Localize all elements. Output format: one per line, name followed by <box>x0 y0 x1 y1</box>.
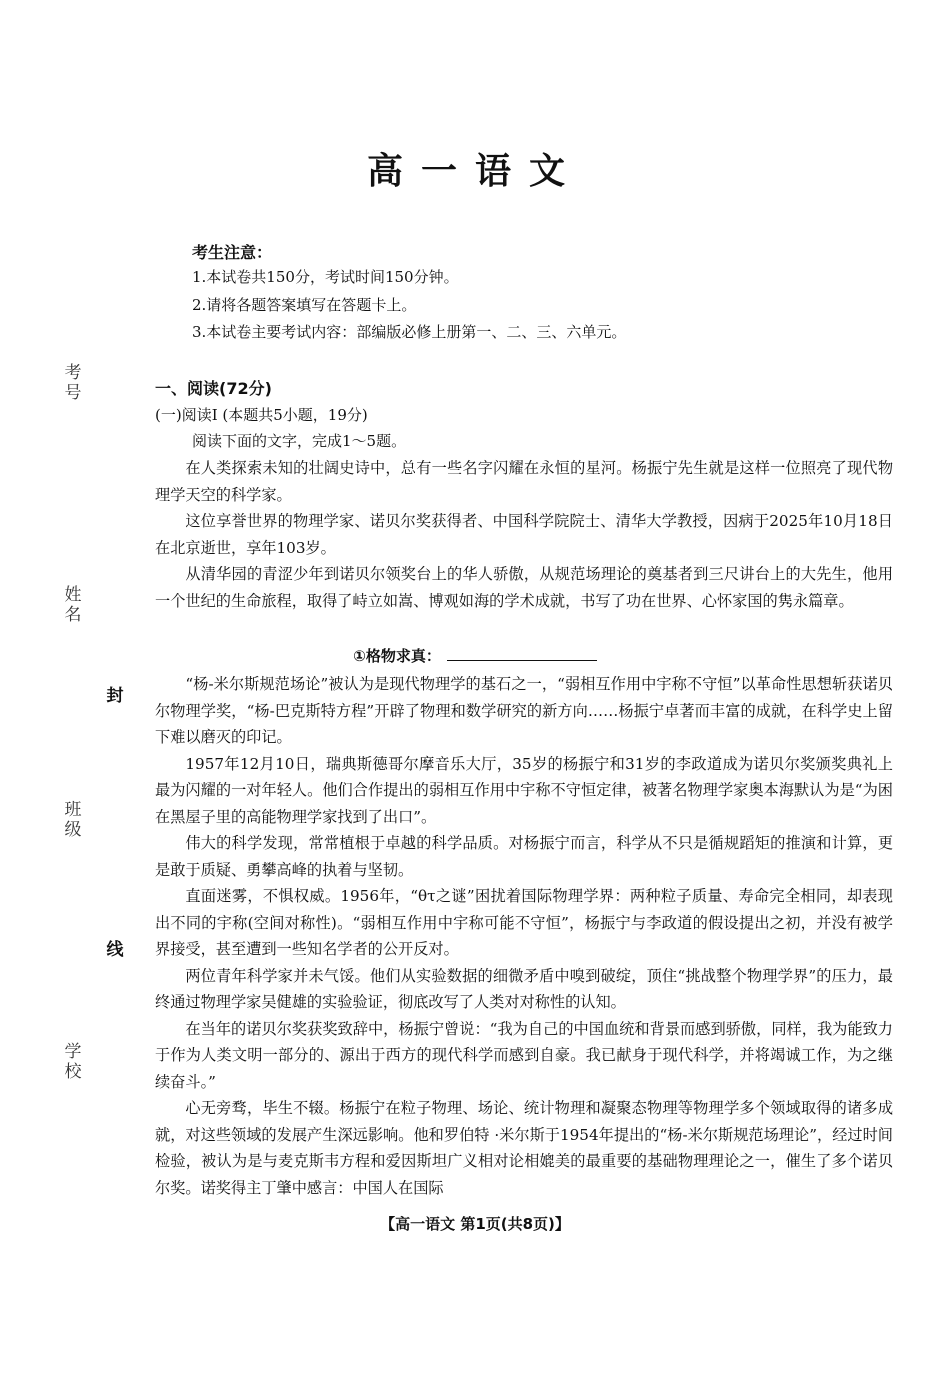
paragraph: 从清华园的青涩少年到诺贝尔领奖台上的华人骄傲，从规范场理论的奠基者到三尺讲台上的大先生，他用一个世纪的生命旅程，取得了峙立如嵩、博观如海的学术成就，书写了功在世界、心怀家国的隽永篇章。 <box>155 565 893 610</box>
intro-text <box>155 455 893 614</box>
paragraph: 直面迷雾，不惧权威。1956年，“θτ之谜”困扰着国际物理学界：两种粒子质量、寿命完全相同，却表现出不同的宇称(空间对称性)。“弱相互作用中宇称可能不守恒”，杨振宁与李政道的假设提出之初，并没有被学界接受，甚至遭到一些知名学者的公开反对。 <box>155 887 893 958</box>
notice-item: 3.本试卷主要考试内容：部编版必修上册第一、二、三、六单元。 <box>192 323 627 341</box>
binding-name: 姓名 <box>64 585 82 625</box>
binding-school: 学校 <box>64 1042 82 1082</box>
paragraph: “杨-米尔斯规范场论”被认为是现代物理学的基石之一，“弱相互作用中宇称不守恒”以革命性思想斩获诺贝尔物理学奖，“杨-巴克斯特方程”开辟了物理和数学研究的新方向……杨振宁卓著而丰富的成就，在科学史上留下难以磨灭的印记。 <box>155 675 893 746</box>
binding-feng: 封 <box>106 686 124 706</box>
main-text <box>155 671 893 1201</box>
paragraph: 心无旁骛，毕生不辍。杨振宁在粒子物理、场论、统计物理和凝聚态物理等物理学多个领域取得的诸多成就，对这些领域的发展产生深远影响。他和罗伯特 ·米尔斯于1954年提出的“杨-米尔斯规范场理论”，经过时间检验，被认为是与麦克斯韦方程和爱因斯坦广义相对论相媲美的最重要的基础物理理论之一，催生了多个诺贝尔奖。诺奖得主丁肇中感言：中国人在国际 <box>155 1099 893 1197</box>
paragraph: 两位青年科学家并未气馁。他们从实验数据的细微矛盾中嗅到破绽，顶住“挑战整个物理学界”的压力，最终通过物理学家吴健雄的实验验证，彻底改写了人类对对称性的认知。 <box>155 966 893 1011</box>
notice-heading: 考生注意： <box>192 243 273 262</box>
binding-xian: 线 <box>106 940 124 960</box>
page-footer: 【高一语文 第1页(共8页)】 <box>380 1215 570 1233</box>
notice-item: 1.本试卷共150分，考试时间150分钟。 <box>192 268 459 286</box>
section-instruction: 阅读下面的文字，完成1～5题。 <box>192 432 407 450</box>
subsection-title <box>0 645 950 666</box>
notice-item: 2.请将各题答案填写在答题卡上。 <box>192 296 417 314</box>
paragraph: 在人类探索未知的壮阔史诗中，总有一些名字闪耀在永恒的星河。杨振宁先生就是这样一位照亮了现代物理学天空的科学家。 <box>155 459 893 504</box>
section-heading: 一、阅读(72分) <box>155 379 272 398</box>
paragraph: 1957年12月10日，瑞典斯德哥尔摩音乐大厅，35岁的杨振宁和31岁的李政道成为诺贝尔奖颁奖典礼上最为闪耀的一对年轻人。他们合作提出的弱相互作用中宇称不守恒定律，被著名物理学家奥本海默认为是“为困在黑屋子里的高能物理学家找到了出口”。 <box>155 754 893 826</box>
paragraph: 伟大的科学发现，常常植根于卓越的科学品质。对杨振宁而言，科学从不只是循规蹈矩的推演和计算，更是敢于质疑、勇攀高峰的执着与坚韧。 <box>155 834 893 879</box>
binding-exam-no: 考号 <box>64 363 82 403</box>
section-subheading: (一)阅读Ⅰ (本题共5小题，19分) <box>155 406 368 424</box>
paragraph: 在当年的诺贝尔奖获奖致辞中，杨振宁曾说：“我为自己的中国血统和背景而感到骄傲，同样，我为能致力于作为人类文明一部分的、源出于西方的现代科学而感到自豪。我已献身于现代科学，并将竭诚工作，为之继续奋斗。” <box>155 1019 893 1091</box>
page-title: 高一语文 <box>366 151 583 192</box>
answer-blank <box>447 646 597 661</box>
binding-class: 班级 <box>64 800 82 840</box>
paragraph: 这位享誉世界的物理学家、诺贝尔奖获得者、中国科学院院士、清华大学教授，因病于2025年10月18日在北京逝世，享年103岁。 <box>155 512 893 557</box>
subsection-title-text: ①格物求真： <box>353 647 441 665</box>
